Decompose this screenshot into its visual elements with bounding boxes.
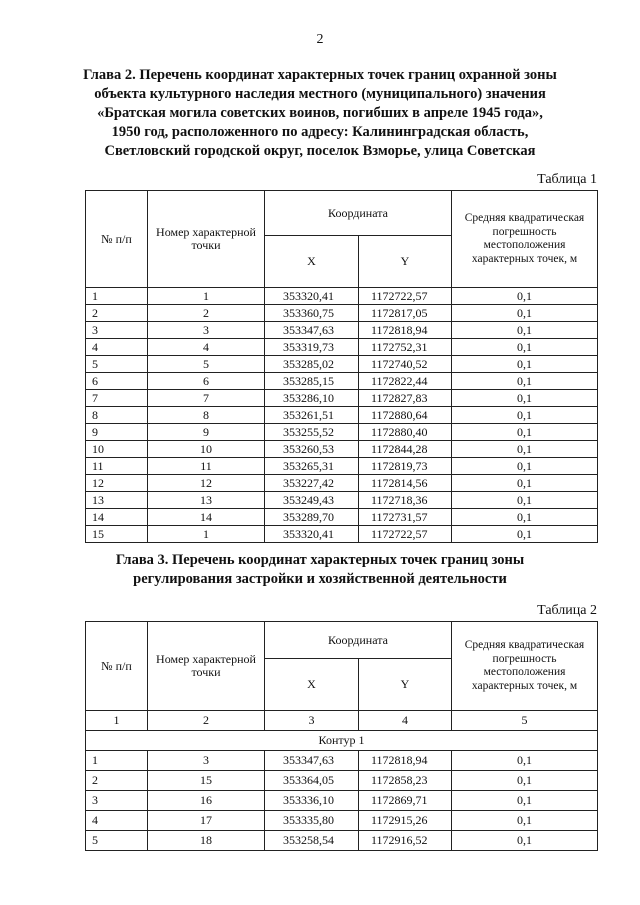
coord-y: 1172915,26 [359,811,452,831]
table-row [86,771,598,791]
coord-y: 1172817,05 [359,305,452,322]
point-number: 6 [148,373,265,390]
heading-line: Глава 2. Перечень координат характерных точек границ охранной зоны [83,67,557,83]
error-value: 0,1 [452,509,598,526]
row-number: 6 [86,373,148,390]
table-row [86,509,598,526]
heading-line: Глава 3. Перечень координат характерных точек границ зоны [115,552,525,568]
heading-line: «Братская могила советских воинов, погибших в апреле 1945 года», [97,105,543,121]
error-value: 0,1 [452,288,598,305]
coord-x: 353289,70 [265,509,359,526]
header-num: № п/п [86,191,148,288]
coord-x: 353261,51 [265,407,359,424]
row-number: 13 [86,492,148,509]
header-x: X [265,659,359,711]
row-number: 1 [86,751,148,771]
coord-x: 353319,73 [265,339,359,356]
point-number: 7 [148,390,265,407]
coord-x: 353335,80 [265,811,359,831]
point-number: 2 [148,305,265,322]
coord-x: 353255,52 [265,424,359,441]
row-number: 4 [86,339,148,356]
coord-x: 353285,02 [265,356,359,373]
coord-y: 1172814,56 [359,475,452,492]
row-number: 7 [86,390,148,407]
header-num: № п/п [86,622,148,711]
header-y: Y [359,236,452,288]
table-row [86,492,598,509]
row-number: 5 [86,356,148,373]
coord-y: 1172722,57 [359,526,452,543]
column-number: 3 [265,711,359,731]
chapter-2-heading [60,66,580,161]
heading-line: регулирования застройки и хозяйственной деятельности [133,571,507,587]
coordinates-table-2 [85,621,598,851]
table-row [86,339,598,356]
point-number: 13 [148,492,265,509]
coord-x: 353360,75 [265,305,359,322]
column-number: 2 [148,711,265,731]
contour-label: Контур 1 [86,731,598,751]
error-value: 0,1 [452,424,598,441]
point-number: 11 [148,458,265,475]
row-number: 11 [86,458,148,475]
coord-x: 353347,63 [265,751,359,771]
table-row [86,791,598,811]
error-value: 0,1 [452,441,598,458]
coord-y: 1172819,73 [359,458,452,475]
coord-y: 1172827,83 [359,390,452,407]
point-number: 9 [148,424,265,441]
coord-y: 1172718,36 [359,492,452,509]
heading-line: объекта культурного наследия местного (муниципального) значения [94,86,546,102]
error-value: 0,1 [452,322,598,339]
coord-x: 353286,10 [265,390,359,407]
error-value: 0,1 [452,791,598,811]
error-value: 0,1 [452,305,598,322]
row-number: 1 [86,288,148,305]
table-2-caption: Таблица 2 [537,603,597,618]
coord-x: 353227,42 [265,475,359,492]
coord-y: 1172880,40 [359,424,452,441]
point-number: 5 [148,356,265,373]
coord-y: 1172822,44 [359,373,452,390]
row-number: 15 [86,526,148,543]
header-point: Номер характерной точки [148,191,265,288]
error-value: 0,1 [452,492,598,509]
error-value: 0,1 [452,356,598,373]
coord-y: 1172869,71 [359,791,452,811]
error-value: 0,1 [452,373,598,390]
point-number: 1 [148,288,265,305]
table-2-body [86,751,598,851]
row-number: 4 [86,811,148,831]
row-number: 10 [86,441,148,458]
table-row [86,407,598,424]
coord-y: 1172916,52 [359,831,452,851]
error-value: 0,1 [452,339,598,356]
table-1-caption: Таблица 1 [537,172,597,187]
coord-x: 353320,41 [265,288,359,305]
coord-x: 353347,63 [265,322,359,339]
error-value: 0,1 [452,811,598,831]
coord-y: 1172818,94 [359,751,452,771]
error-value: 0,1 [452,771,598,791]
error-value: 0,1 [452,526,598,543]
row-number: 3 [86,791,148,811]
coord-x: 353265,31 [265,458,359,475]
table-row [86,831,598,851]
coord-x: 353249,43 [265,492,359,509]
row-number: 2 [86,305,148,322]
point-number: 17 [148,811,265,831]
coord-y: 1172722,57 [359,288,452,305]
point-number: 14 [148,509,265,526]
coord-x: 353260,53 [265,441,359,458]
error-value: 0,1 [452,390,598,407]
column-number: 1 [86,711,148,731]
row-number: 8 [86,407,148,424]
header-error: Средняя квадратическая погрешность местоположения характерных точек, м [452,622,598,711]
point-number: 18 [148,831,265,851]
column-number: 5 [452,711,598,731]
heading-line: Светловский городской округ, поселок Взморье, улица Советская [104,143,536,159]
point-number: 16 [148,791,265,811]
row-number: 3 [86,322,148,339]
table-row [86,390,598,407]
coord-y: 1172731,57 [359,509,452,526]
coord-y: 1172880,64 [359,407,452,424]
error-value: 0,1 [452,458,598,475]
row-number: 14 [86,509,148,526]
table-row [86,526,598,543]
table-row [86,305,598,322]
coord-y: 1172844,28 [359,441,452,458]
coord-y: 1172752,31 [359,339,452,356]
header-coord: Координата [265,191,452,236]
point-number: 4 [148,339,265,356]
error-value: 0,1 [452,407,598,424]
header-point: Номер характерной точки [148,622,265,711]
table-row [86,811,598,831]
row-number: 9 [86,424,148,441]
table-row [86,322,598,339]
page-number: 2 [316,32,324,47]
point-number: 15 [148,771,265,791]
coord-y: 1172818,94 [359,322,452,339]
point-number: 3 [148,322,265,339]
table-1-body [86,288,598,543]
coordinates-table-1 [85,190,598,543]
point-number: 3 [148,751,265,771]
point-number: 12 [148,475,265,492]
table-row [86,441,598,458]
table-row [86,475,598,492]
point-number: 1 [148,526,265,543]
row-number: 5 [86,831,148,851]
header-error: Средняя квадратическая погрешность местоположения характерных точек, м [452,191,598,288]
table-row [86,356,598,373]
row-number: 12 [86,475,148,492]
error-value: 0,1 [452,475,598,492]
point-number: 8 [148,407,265,424]
column-number: 4 [359,711,452,731]
row-number: 2 [86,771,148,791]
table-row [86,424,598,441]
error-value: 0,1 [452,751,598,771]
coord-x: 353336,10 [265,791,359,811]
header-coord: Координата [265,622,452,659]
heading-line: 1950 год, расположенного по адресу: Калининградская область, [111,124,529,140]
table-row [86,458,598,475]
coord-x: 353258,54 [265,831,359,851]
header-y: Y [359,659,452,711]
coord-x: 353364,05 [265,771,359,791]
error-value: 0,1 [452,831,598,851]
coord-y: 1172858,23 [359,771,452,791]
coord-x: 353320,41 [265,526,359,543]
coord-x: 353285,15 [265,373,359,390]
table-row [86,751,598,771]
point-number: 10 [148,441,265,458]
coord-y: 1172740,52 [359,356,452,373]
table-row [86,288,598,305]
chapter-3-heading [60,551,580,589]
header-x: X [265,236,359,288]
table-row [86,373,598,390]
